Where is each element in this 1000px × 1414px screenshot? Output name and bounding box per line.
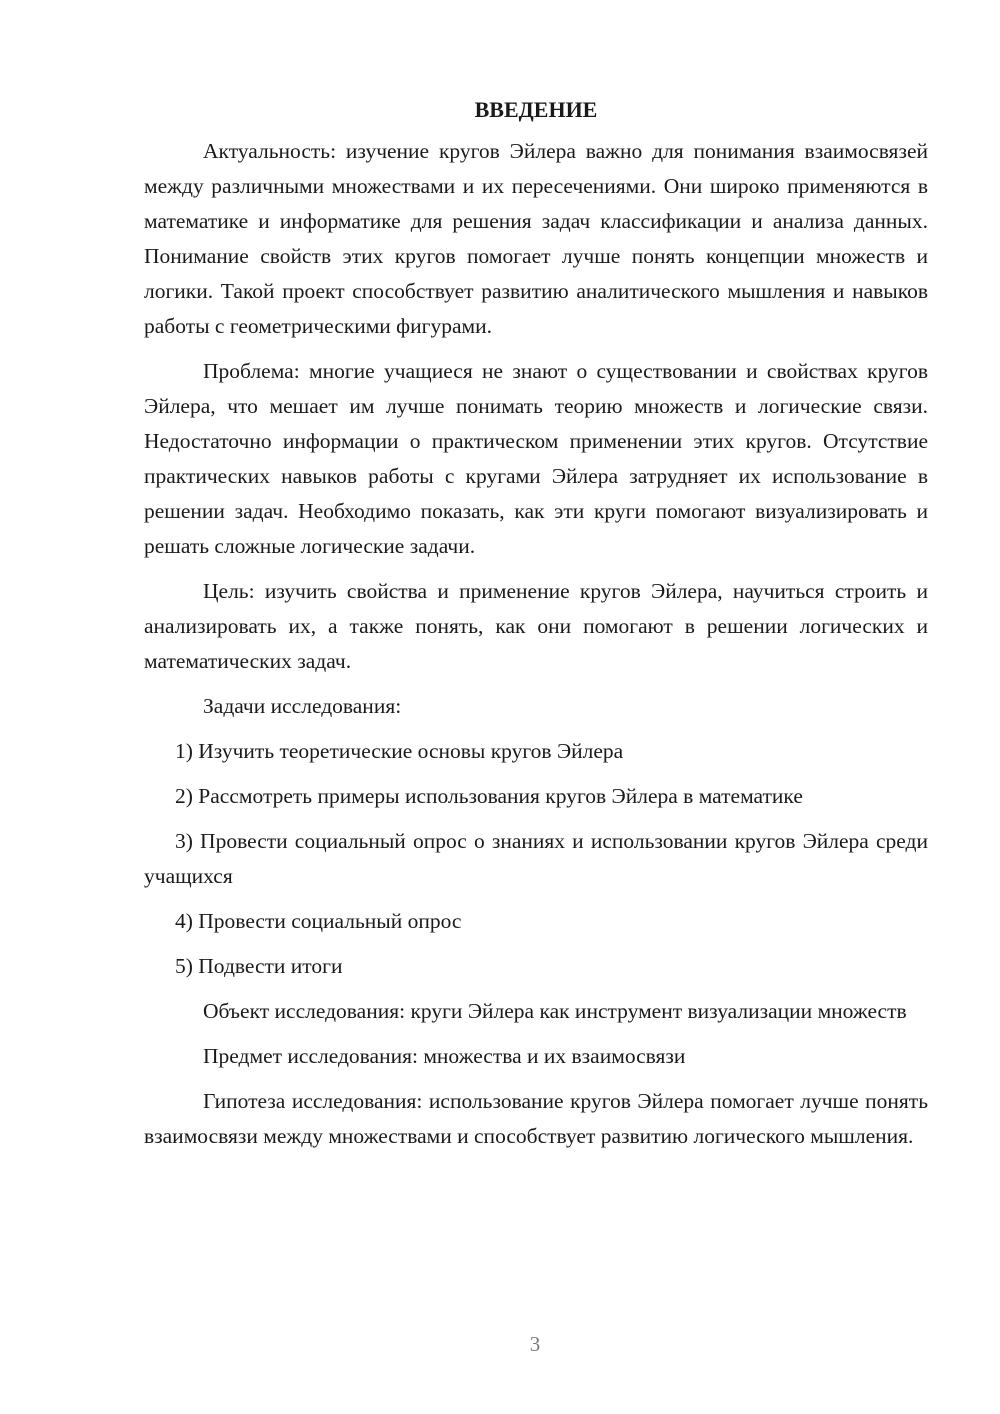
paragraph-subject: Предмет исследования: множества и их взаимосвязи — [203, 1044, 686, 1068]
paragraph-object: Объект исследования: круги Эйлера как инструмент визуализации множеств — [203, 999, 907, 1023]
page-title: ВВЕДЕНИЕ — [474, 97, 598, 122]
task-item-1: 1) Изучить теоретические основы кругов Эйлера — [175, 739, 624, 763]
task-item-5: 5) Подвести итоги — [175, 954, 343, 978]
document-page — [144, 92, 928, 1164]
task-item-4: 4) Провести социальный опрос — [175, 909, 462, 933]
task-item-3: 3) Провести социальный опрос о знаниях и использовании кругов Эйлера среди учащихся — [144, 829, 928, 888]
paragraph-hypothesis: Гипотеза исследования: использование кругов Эйлера помогает лучше понять взаимосвязи между множествами и способствует развитию логического мышления. — [144, 1089, 928, 1148]
paragraph-relevance: Актуальность: изучение кругов Эйлера важно для понимания взаимосвязей между различными множествами и их пересечениями. Они широко применяются в математике и информатике для решения задач классификации и анализа данных. Понимание свойств этих кругов помогает лучше понять концепции множеств и логики. Такой проект способствует развитию аналитического мышления и навыков работы с геометрическими фигурами. — [144, 139, 928, 338]
paragraph-problem: Проблема: многие учащиеся не знают о существовании и свойствах кругов Эйлера, что мешает им лучше понимать теорию множеств и логические связи. Недостаточно информации о практическом применении этих кругов. Отсутствие практических навыков работы с кругами Эйлера затрудняет их использование в решении задач. Необходимо показать, как эти круги помогают визуализировать и решать сложные логические задачи. — [144, 359, 928, 558]
paragraph-goal: Цель: изучить свойства и применение кругов Эйлера, научиться строить и анализировать их, а также понять, как они помогают в решении логических и математических задач. — [144, 579, 928, 673]
page-number: 3 — [529, 1332, 541, 1356]
task-item-2: 2) Рассмотреть примеры использования кругов Эйлера в математике — [175, 784, 803, 808]
paragraph-tasks-heading: Задачи исследования: — [203, 694, 402, 718]
